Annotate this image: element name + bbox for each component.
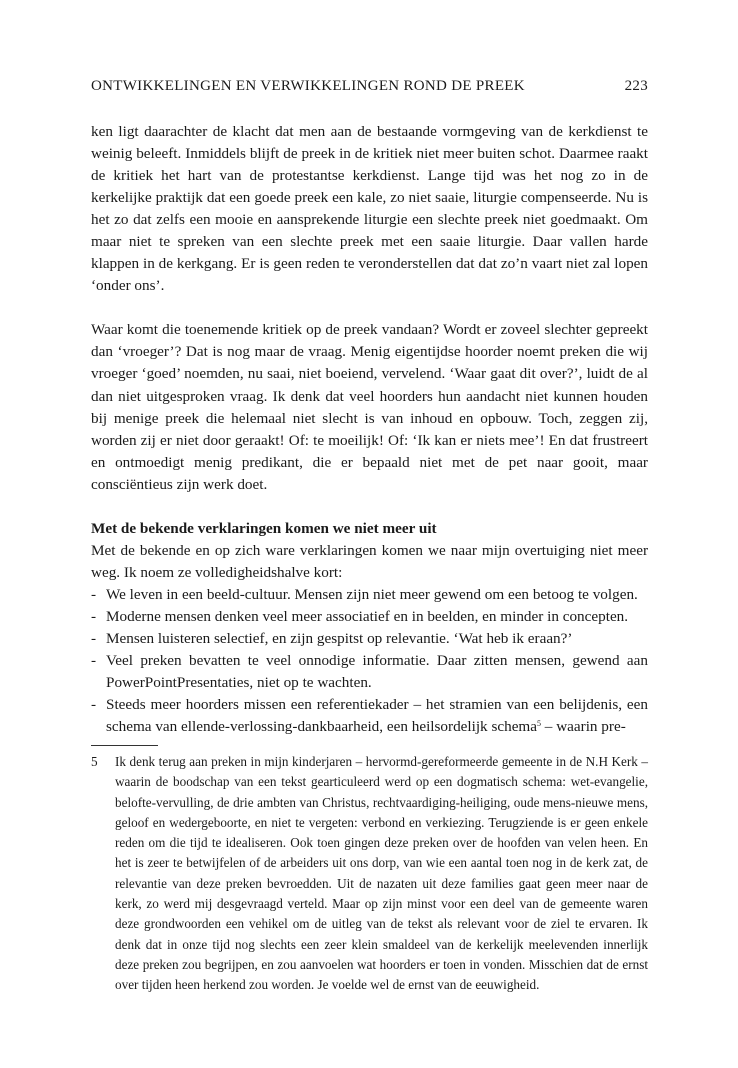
paragraph-criticism: Waar komt die toenemende kritiek op de preek vandaan? Wordt er zoveel slechter gepreekt dan ‘vroeger’? Dat is nog maar de vraag. Menig eigentijdse hoorder noemt preken die wij vroeger ‘goed’ noemden, nu saai, niet boeiend, vervelend. ‘Waar gaat dit over?’, luidt de al dan niet uitgesproken vraag. Ik denk dat veel hoorders hun aandacht niet kunnen houden bij menige preek die helemaal niet slecht is van inhoud en opbouw. Toch, zeggen zij, worden zij er niet door geraakt! Of: te moeilijk! Of: ‘Ik kan er niets mee’! En dat frustreert en ontmoedigt menig predikant, die er bepaald niet met de pet naar gooit, maar consciëntieus zijn werk doet. xyxy=(91,321,648,493)
section-heading: Met de bekende verklaringen komen we niet meer uit xyxy=(91,519,437,537)
running-title: ONTWIKKELINGEN EN VERWIKKELINGEN ROND DE PREEK xyxy=(91,78,525,94)
footnote-reference[interactable]: 5 xyxy=(537,719,541,729)
main-text xyxy=(91,121,648,738)
explanations-list xyxy=(91,584,648,738)
list-item: - Mensen luisteren selectief, en zijn gespitst op relevantie. ‘Wat heb ik eraan?’ xyxy=(91,629,573,647)
section-intro: Met de bekende en op zich ware verklaringen komen we naar mijn overtuiging niet meer weg. Ik noem ze volledigheidshalve kort: xyxy=(91,541,648,581)
footnote-text: Ik denk terug aan preken in mijn kinderjaren – hervormd-gereformeerde gemeente in de N.H Kerk – waarin de boodschap van een tekst gearticuleerd werd op een dogmatisch schema: wet-evangelie, belofte-vervulling, de drie ambten van Christus, rechtvaardiging-heiliging, oude mens-nieuwe mens, geloof en wedergeboorte, en niet te vergeten: verbond en verkiezing. Terugziende is er geen enkele reden om die tijd te idealiseren. Ook toen gingen deze preken over de hoofden van velen heen. En het is zeer te betwijfelen of de arbeiders uit ons dorp, van wie een aantal toen nog in de kerk zat, de relevantie van deze preken bevroedden. Uit de nazaten uit deze families gaat geen meer naar de kerk, zo werd mij desgevraagd verteld. Maar op zijn minst voor een deel van de gemeente waren deze grondwoorden een vehikel om de uitleg van de tekst als relevant voor de ziel te ervaren. Ik denk dat in onze tijd nog slechts een zeer klein smaldeel van de kerkelijk meelevenden innerlijk deze preken zou begrijpen, en zou aanvoelen wat hoorders er toen in vonden. Misschien dat de ernst over tijden heen herkend zou worden. Je voelde wel de ernst van de eeuwigheid. xyxy=(115,754,648,993)
footnote-number: 5 xyxy=(91,754,98,769)
page-number: 223 xyxy=(624,78,648,94)
running-header xyxy=(91,78,648,95)
list-item: - Steeds meer hoorders missen een referentiekader – het stramien van een belijdenis, een schema van ellende-verlossing-dankbaarheid, een heilsordelijk schema$^5$ – waarin pre- xyxy=(91,696,648,736)
list-item: - We leven in een beeld-cultuur. Mensen zijn niet meer gewend om een betoog te volgen. xyxy=(91,585,638,603)
footnote xyxy=(91,752,648,996)
list-item: - Moderne mensen denken veel meer associatief en in beelden, en minder in concepten. xyxy=(91,607,629,625)
footnote-divider xyxy=(91,745,158,746)
paragraph-continuation: ken ligt daarachter de klacht dat men aan de bestaande vormgeving van de kerkdienst te weinig beleeft. Inmiddels blijft de preek in de kritiek niet meer buiten schot. Daarmee raakt de kritiek het hart van de protestantse kerkdienst. Lange tijd was het nog zo in de kerkelijke praktijk dat een goede preek een kale, zo niet saaie, liturgie compenseerde. Nu is het zo dat zelfs een mooie en aansprekende liturgie een slechte preek niet goedmaakt. Om maar niet te spreken van een slechte preek met een saaie liturgie. Daar vallen harde klappen in de kerkgang. Er is geen reden te veronderstellen dat dat zo’n vaart niet zal lopen ‘onder ons’. xyxy=(91,123,648,295)
list-item: - Veel preken bevatten te veel onnodige informatie. Daar zitten mensen, gewend aan PowerPointPresentaties, niet op te wachten. xyxy=(91,652,648,692)
